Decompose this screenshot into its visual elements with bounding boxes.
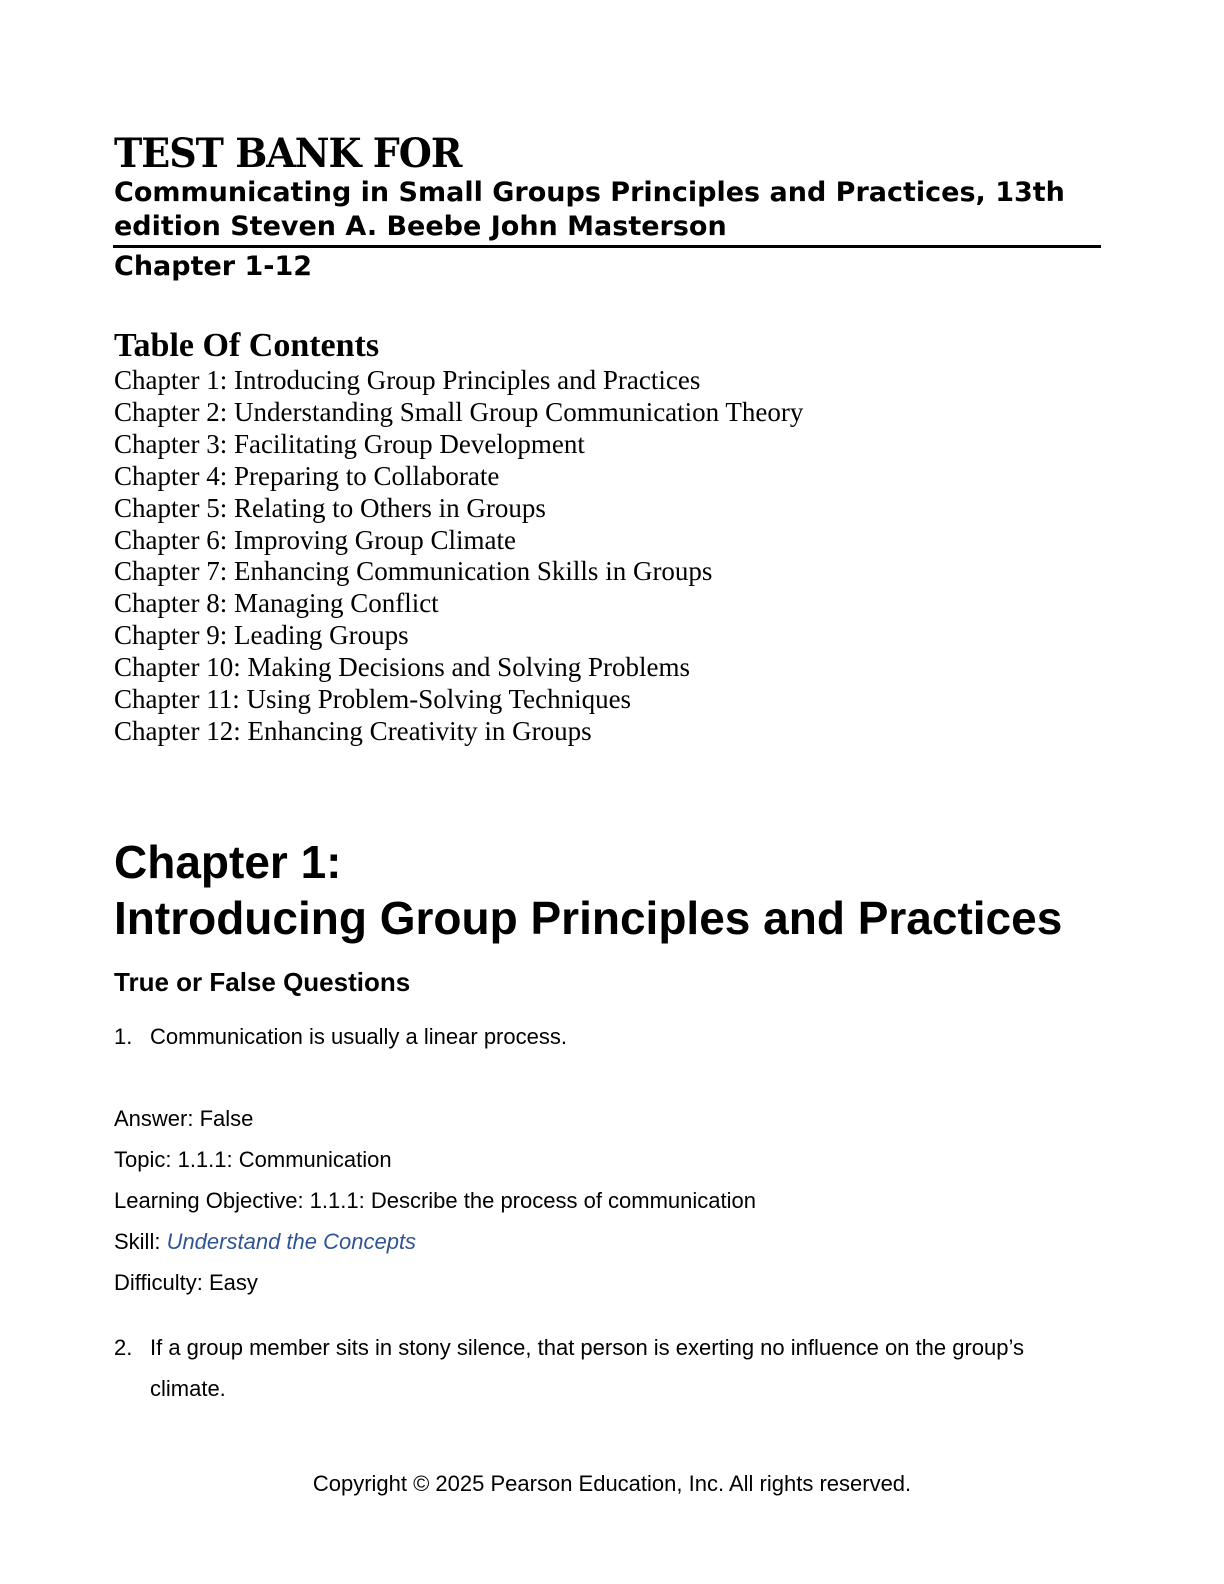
toc-item-chapter-11[interactable]: Chapter 11: Using Problem-Solving Techniques [114, 684, 632, 715]
toc-item-chapter-6[interactable]: Chapter 6: Improving Group Climate [114, 524, 516, 555]
table-of-contents [114, 365, 803, 748]
toc-item-chapter-8[interactable]: Chapter 8: Managing Conflict [114, 588, 439, 619]
toc-heading: Table Of Contents [114, 327, 380, 364]
toc-item-chapter-10[interactable]: Chapter 10: Making Decisions and Solving Problems [114, 652, 690, 683]
toc-item-chapter-3[interactable]: Chapter 3: Facilitating Group Development [114, 428, 585, 459]
topic-line: Topic: 1.1.1: Communication [114, 1147, 392, 1172]
skill-value-link[interactable]: Understand the Concepts [166, 1229, 417, 1254]
copyright-footer: Copyright © 2025 Pearson Education, Inc. All rights reserved. [312, 1471, 912, 1496]
toc-item-chapter-2[interactable]: Chapter 2: Understanding Small Group Communication Theory [114, 396, 804, 427]
difficulty-line: Difficulty: Easy [114, 1270, 258, 1295]
toc-item-chapter-4[interactable]: Chapter 4: Preparing to Collaborate [114, 460, 500, 491]
chapter-title-number: Chapter 1: [114, 836, 342, 888]
chapter-title-name: Introducing Group Principles and Practices [114, 892, 1063, 944]
chapter-title [114, 834, 1062, 946]
title-divider [113, 245, 1101, 248]
toc-item-chapter-7[interactable]: Chapter 7: Enhancing Communication Skills in Groups [114, 556, 713, 587]
question-text: Communication is usually a linear process. [150, 1024, 567, 1049]
skill-label: Skill: [114, 1229, 167, 1254]
question-1 [114, 1016, 1104, 1057]
learning-objective-line: Learning Objective: 1.1.1: Describe the process of communication [114, 1188, 756, 1213]
question-number: 1. [114, 1024, 133, 1049]
chapter-range: Chapter 1-12 [114, 251, 313, 282]
question-2 [114, 1327, 1104, 1409]
section-heading: True or False Questions [114, 967, 411, 997]
toc-item-chapter-9[interactable]: Chapter 9: Leading Groups [114, 620, 409, 651]
question-text: If a group member sits in stony silence, that person is exerting no influence on the group’s climate. [150, 1335, 1024, 1401]
answer-line: Answer: False [114, 1106, 254, 1131]
skill-line [114, 1227, 416, 1257]
book-title: Communicating in Small Groups Principles and Practices, 13th edition Steven A. Beebe John Masterson [114, 177, 1065, 242]
test-bank-banner: TEST BANK FOR [114, 128, 462, 177]
toc-item-chapter-5[interactable]: Chapter 5: Relating to Others in Groups [114, 492, 546, 523]
question-number: 2. [114, 1335, 133, 1360]
toc-item-chapter-12[interactable]: Chapter 12: Enhancing Creativity in Groups [114, 715, 592, 746]
toc-item-chapter-1[interactable]: Chapter 1: Introducing Group Principles and Practices [114, 365, 701, 395]
